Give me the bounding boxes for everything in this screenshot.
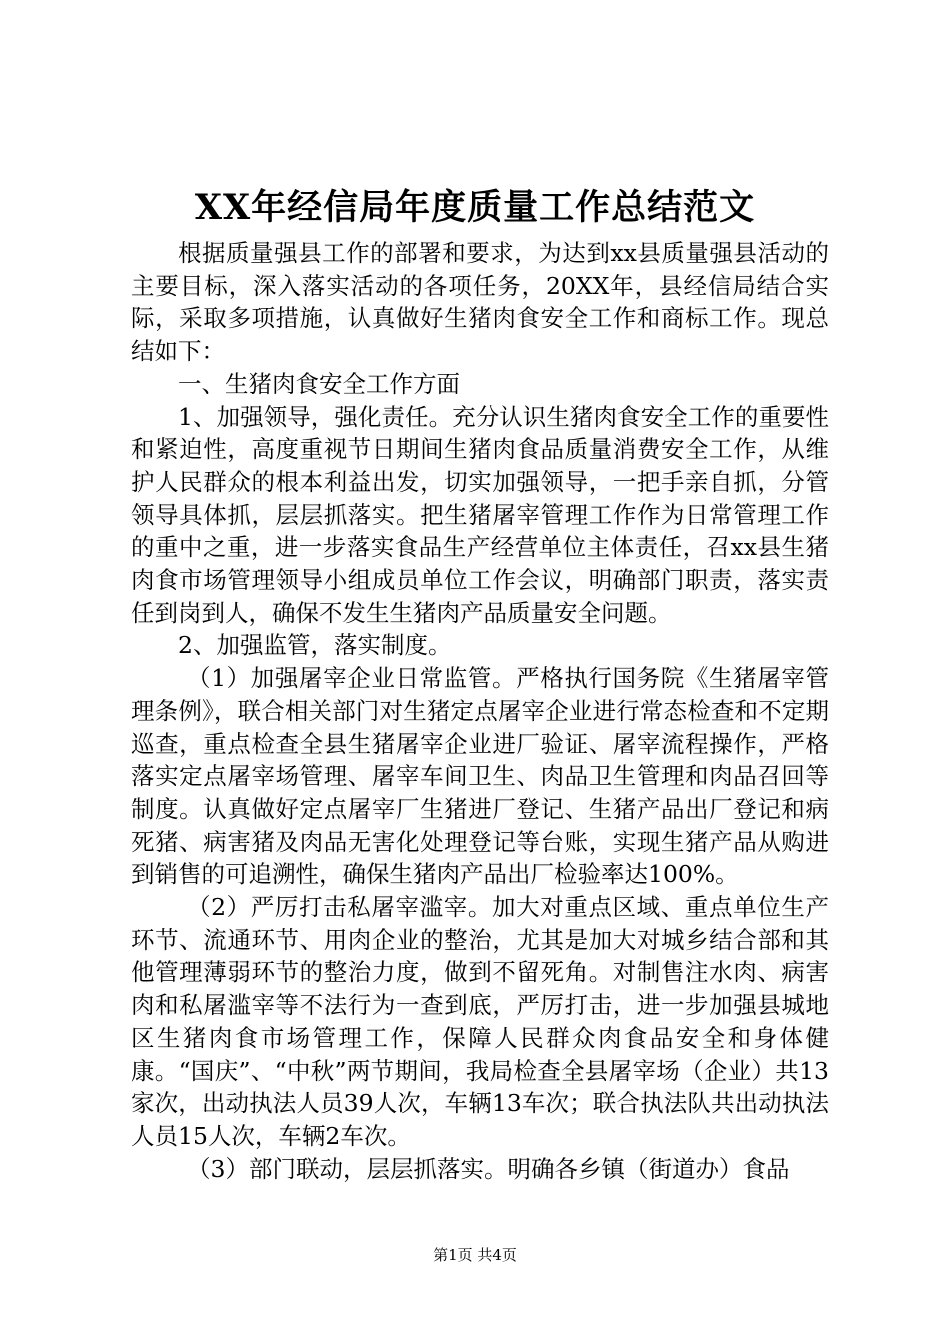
paragraph-coordination: （3）部门联动，层层抓落实。明确各乡镇（街道办）食品 bbox=[187, 1154, 790, 1183]
document-title: XX年经信局年度质量工作总结范文 bbox=[194, 187, 756, 228]
paragraph-supervision-heading: 2、加强监管，落实制度。 bbox=[178, 631, 452, 660]
page-footer: 第1页 共4页 bbox=[433, 1246, 517, 1264]
section-heading-pork-safety: 一、生猪肉食安全工作方面 bbox=[178, 369, 460, 398]
paragraph-intro: 根据质量强县工作的部署和要求，为达到xx县质量强县活动的主要目标，深入落实活动的各项任务，20XX年，县经信局结合实际，采取多项措施，认真做好生猪肉食安全工作和商标工作。现总结如下： bbox=[131, 239, 829, 366]
document-body bbox=[131, 237, 829, 1185]
paragraph-leadership: 1、加强领导，强化责任。充分认识生猪肉食安全工作的重要性和紧迫性，高度重视节日期间生猪肉食品质量消费安全工作，从维护人民群众的根本利益出发，切实加强领导，一把手亲自抓，分管领导具体抓，层层抓落实。把生猪屠宰管理工作作为日常管理工作的重中之重，进一步落实食品生产经营单位主体责任，召xx县生猪肉食市场管理领导小组成员单位工作会议，明确部门职责，落实责任到岗到人，确保不发生生猪肉产品质量安全问题。 bbox=[131, 402, 829, 627]
paragraph-slaughter-supervision: （1）加强屠宰企业日常监管。严格执行国务院《生猪屠宰管理条例》，联合相关部门对生猪定点屠宰企业进行常态检查和不定期巡查，重点检查全县生猪屠宰企业进厂验证、屠宰流程操作，严格落实定点屠宰场管理、屠宰车间卫生、肉品卫生管理和肉品召回等制度。认真做好定点屠宰厂生猪进厂登记、生猪产品出厂登记和病死猪、病害猪及肉品无害化处理登记等台账，实现生猪产品从购进到销售的可追溯性，确保生猪肉产品出厂检验率达100%。 bbox=[131, 664, 829, 889]
paragraph-crackdown: （2）严厉打击私屠宰滥宰。加大对重点区域、重点单位生产环节、流通环节、用肉企业的整治，尤其是加大对城乡结合部和其他管理薄弱环节的整治力度，做到不留死角。对制售注水肉、病害肉和私屠滥宰等不法行为一查到底，严厉打击，进一步加强县城地区生猪肉食市场管理工作，保障人民群众肉食品安全和身体健康。“国庆”、“中秋”两节期间，我局检查全县屠宰场（企业）共13家次，出动执法人员39人次，车辆13车次；联合执法队共出动执法人员15人次，车辆2车次。 bbox=[131, 893, 829, 1150]
